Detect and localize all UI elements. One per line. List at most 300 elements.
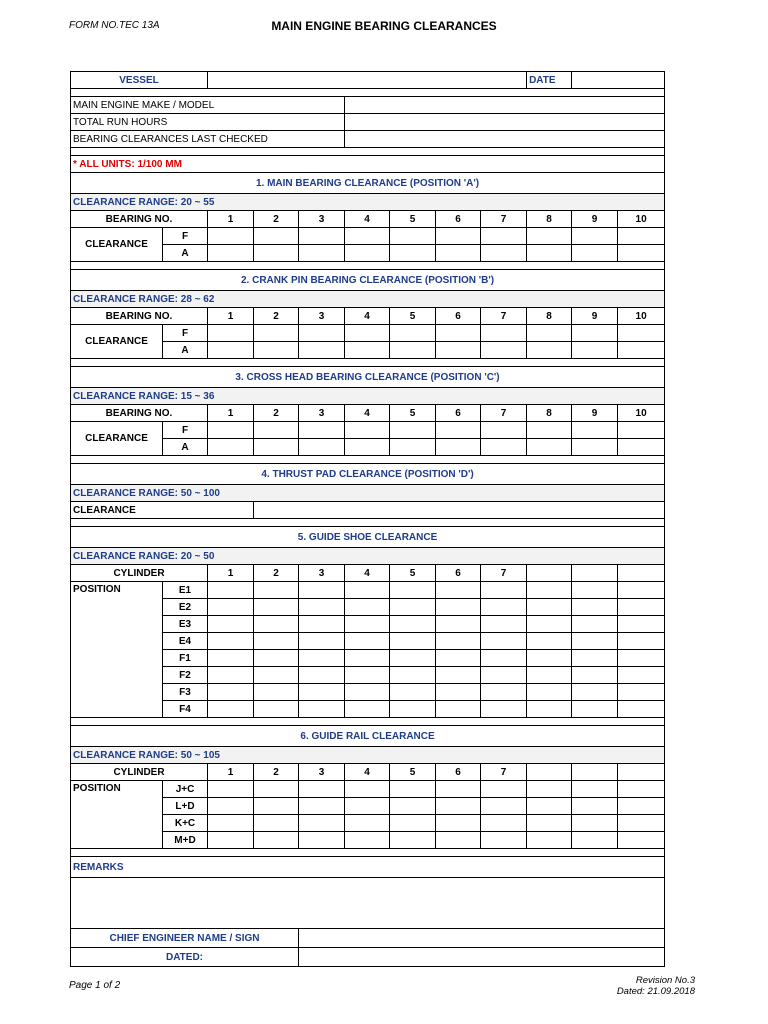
form-row xyxy=(71,485,665,502)
column-number: 9 xyxy=(572,405,618,422)
clearance-input[interactable] xyxy=(254,599,299,616)
clearance-label: CLEARANCE xyxy=(71,422,163,456)
clearance-input[interactable] xyxy=(390,616,436,633)
section-title: 3. CROSS HEAD BEARING CLEARANCE (POSITION 'C') xyxy=(71,367,665,388)
clearance-input[interactable] xyxy=(618,633,665,650)
clearance-input-a[interactable] xyxy=(254,439,299,456)
clearance-input-a[interactable] xyxy=(436,245,481,262)
clearance-input-a[interactable] xyxy=(618,439,665,456)
column-number: 9 xyxy=(572,308,618,325)
clearance-input[interactable] xyxy=(254,616,299,633)
clearance-input[interactable] xyxy=(299,684,345,701)
clearance-input-f[interactable] xyxy=(208,422,254,439)
spacer-row-cell xyxy=(71,718,665,726)
clearance-input[interactable] xyxy=(345,582,390,599)
clearance-input-f[interactable] xyxy=(572,228,618,245)
blank-cell xyxy=(618,764,665,781)
clearance-input-f[interactable] xyxy=(436,228,481,245)
clearance-input[interactable] xyxy=(208,633,254,650)
column-number: 1 xyxy=(208,211,254,228)
clearance-input[interactable] xyxy=(481,599,527,616)
revision-date: Dated: 21.09.2018 xyxy=(616,986,695,997)
page-title xyxy=(0,19,768,33)
column-number: 2 xyxy=(254,405,299,422)
column-number: 6 xyxy=(436,405,481,422)
chief-engineer-input[interactable] xyxy=(299,929,665,948)
clearance-input-a[interactable] xyxy=(572,245,618,262)
clearance-input-f[interactable] xyxy=(618,325,665,342)
clearance-range-label: CLEARANCE RANGE: 50 ~ 105 xyxy=(71,747,665,764)
clearance-input[interactable] xyxy=(345,701,390,718)
clearance-input-a[interactable] xyxy=(390,245,436,262)
clearance-input[interactable] xyxy=(481,684,527,701)
column-number: 7 xyxy=(481,308,527,325)
blank-cell xyxy=(618,565,665,582)
clearance-input-f[interactable] xyxy=(572,422,618,439)
clearance-input[interactable] xyxy=(527,633,572,650)
clearance-input[interactable] xyxy=(390,781,436,798)
remarks-input[interactable] xyxy=(71,878,665,929)
column-number: 7 xyxy=(481,565,527,582)
form-row xyxy=(71,565,665,582)
clearance-input-a[interactable] xyxy=(527,439,572,456)
clearance-label: CLEARANCE xyxy=(71,228,163,262)
column-number: 6 xyxy=(436,565,481,582)
clearance-input[interactable] xyxy=(345,815,390,832)
clearance-input[interactable] xyxy=(299,832,345,849)
clearance-input-f[interactable] xyxy=(345,325,390,342)
column-number: 1 xyxy=(208,764,254,781)
column-number: 4 xyxy=(345,308,390,325)
clearance-input[interactable] xyxy=(527,684,572,701)
cylinder-label: CYLINDER xyxy=(71,764,208,781)
clearance-input-a[interactable] xyxy=(345,245,390,262)
clearance-input-a[interactable] xyxy=(254,245,299,262)
clearance-input[interactable] xyxy=(436,815,481,832)
engine-make-label: MAIN ENGINE MAKE / MODEL xyxy=(71,97,345,114)
clearance-input[interactable] xyxy=(572,832,618,849)
clearance-input[interactable] xyxy=(618,599,665,616)
clearance-input[interactable] xyxy=(436,781,481,798)
column-number: 10 xyxy=(618,405,665,422)
clearance-input[interactable] xyxy=(254,684,299,701)
aft-label: A xyxy=(163,439,208,456)
clearance-input-a[interactable] xyxy=(390,439,436,456)
spacer-row-cell xyxy=(71,849,665,857)
clearance-input[interactable] xyxy=(481,616,527,633)
clearance-input-a[interactable] xyxy=(436,439,481,456)
clearance-input[interactable] xyxy=(481,815,527,832)
clearance-input-f[interactable] xyxy=(254,228,299,245)
clearance-input[interactable] xyxy=(254,667,299,684)
clearance-input[interactable] xyxy=(572,633,618,650)
clearance-range-label: CLEARANCE RANGE: 20 ~ 55 xyxy=(71,194,665,211)
clearance-input[interactable] xyxy=(481,798,527,815)
form-row xyxy=(71,582,665,599)
clearance-input[interactable] xyxy=(208,582,254,599)
clearance-input[interactable] xyxy=(345,684,390,701)
blank-cell xyxy=(572,764,618,781)
clearance-input-a[interactable] xyxy=(299,342,345,359)
clearance-input[interactable] xyxy=(572,667,618,684)
clearance-input-f[interactable] xyxy=(299,422,345,439)
clearance-input[interactable] xyxy=(299,616,345,633)
clearance-input-f[interactable] xyxy=(208,228,254,245)
units-note: * ALL UNITS: 1/100 MM xyxy=(71,156,665,173)
spacer-row-cell xyxy=(71,148,665,156)
clearance-input[interactable] xyxy=(208,684,254,701)
clearance-input-f[interactable] xyxy=(618,228,665,245)
form-row xyxy=(71,718,665,726)
clearance-input[interactable] xyxy=(299,667,345,684)
clearance-input[interactable] xyxy=(572,599,618,616)
clearance-input-f[interactable] xyxy=(527,422,572,439)
clearance-input[interactable] xyxy=(436,633,481,650)
column-number: 7 xyxy=(481,211,527,228)
clearance-input[interactable] xyxy=(254,781,299,798)
clearance-input-a[interactable] xyxy=(345,342,390,359)
clearance-form xyxy=(70,71,665,967)
form-row xyxy=(71,131,665,148)
clearance-input[interactable] xyxy=(390,650,436,667)
clearance-input-f[interactable] xyxy=(481,228,527,245)
clearance-input[interactable] xyxy=(390,582,436,599)
spacer-row-cell xyxy=(71,89,665,97)
clearance-input[interactable] xyxy=(390,701,436,718)
clearance-input[interactable] xyxy=(390,684,436,701)
column-number: 9 xyxy=(572,211,618,228)
form-row xyxy=(71,114,665,131)
form-row xyxy=(71,764,665,781)
clearance-input[interactable] xyxy=(208,667,254,684)
clearance-input-f[interactable] xyxy=(618,422,665,439)
revision-number: Revision No.3 xyxy=(635,975,695,986)
clearance-range-label: CLEARANCE RANGE: 15 ~ 36 xyxy=(71,388,665,405)
clearance-input[interactable] xyxy=(618,650,665,667)
clearance-input-a[interactable] xyxy=(527,342,572,359)
clearance-input[interactable] xyxy=(618,616,665,633)
clearance-input[interactable] xyxy=(618,832,665,849)
form-row xyxy=(71,211,665,228)
engine-make-input[interactable] xyxy=(345,97,665,114)
clearance-input-a[interactable] xyxy=(436,342,481,359)
column-number: 5 xyxy=(390,565,436,582)
dated-label: DATED: xyxy=(71,948,299,967)
column-number: 2 xyxy=(254,764,299,781)
clearance-input-f[interactable] xyxy=(390,325,436,342)
clearance-input[interactable] xyxy=(345,616,390,633)
clearance-input-f[interactable] xyxy=(208,325,254,342)
clearance-input[interactable] xyxy=(527,616,572,633)
clearance-input[interactable] xyxy=(299,781,345,798)
position-row-label: F4 xyxy=(163,701,208,718)
clearance-input-f[interactable] xyxy=(436,422,481,439)
clearance-input[interactable] xyxy=(254,650,299,667)
form-row xyxy=(71,367,665,388)
clearance-input[interactable] xyxy=(436,582,481,599)
clearance-input-a[interactable] xyxy=(208,439,254,456)
thrust-clearance-input[interactable] xyxy=(254,502,665,519)
clearance-input[interactable] xyxy=(572,701,618,718)
form-row xyxy=(71,857,665,878)
blank-cell xyxy=(527,764,572,781)
aft-label: A xyxy=(163,245,208,262)
column-number: 1 xyxy=(208,405,254,422)
clearance-input[interactable] xyxy=(618,684,665,701)
clearance-input[interactable] xyxy=(345,832,390,849)
clearance-input[interactable] xyxy=(390,667,436,684)
vessel-input[interactable] xyxy=(208,72,527,89)
clearance-input[interactable] xyxy=(208,701,254,718)
clearance-input-a[interactable] xyxy=(572,342,618,359)
clearance-input[interactable] xyxy=(618,701,665,718)
column-number: 8 xyxy=(527,308,572,325)
clearance-input[interactable] xyxy=(527,832,572,849)
column-number: 6 xyxy=(436,764,481,781)
clearance-input[interactable] xyxy=(299,599,345,616)
clearance-input[interactable] xyxy=(345,667,390,684)
clearance-input[interactable] xyxy=(527,599,572,616)
clearance-input[interactable] xyxy=(436,684,481,701)
date-input[interactable] xyxy=(572,72,665,89)
clearance-input[interactable] xyxy=(436,798,481,815)
clearance-input-f[interactable] xyxy=(299,325,345,342)
clearance-input[interactable] xyxy=(299,815,345,832)
bearing-no-label: BEARING NO. xyxy=(71,405,208,422)
clearance-input-a[interactable] xyxy=(481,245,527,262)
clearance-input[interactable] xyxy=(527,650,572,667)
clearance-input-f[interactable] xyxy=(390,228,436,245)
clearance-input-f[interactable] xyxy=(345,422,390,439)
clearance-input[interactable] xyxy=(436,616,481,633)
clearance-input[interactable] xyxy=(481,650,527,667)
clearance-input-a[interactable] xyxy=(527,245,572,262)
clearance-input[interactable] xyxy=(208,599,254,616)
clearance-input[interactable] xyxy=(254,582,299,599)
column-number: 4 xyxy=(345,405,390,422)
section-title: 4. THRUST PAD CLEARANCE (POSITION 'D') xyxy=(71,464,665,485)
fore-label: F xyxy=(163,422,208,439)
form-row xyxy=(71,97,665,114)
form-row xyxy=(71,519,665,527)
page-number: Page 1 of 2 xyxy=(69,980,121,991)
fore-label: F xyxy=(163,228,208,245)
clearance-input-a[interactable] xyxy=(481,342,527,359)
clearance-input[interactable] xyxy=(527,582,572,599)
clearance-input[interactable] xyxy=(618,781,665,798)
clearance-input[interactable] xyxy=(345,650,390,667)
position-row-label: E3 xyxy=(163,616,208,633)
clearance-input[interactable] xyxy=(299,582,345,599)
column-number: 3 xyxy=(299,308,345,325)
column-number: 5 xyxy=(390,764,436,781)
clearance-range-label: CLEARANCE RANGE: 50 ~ 100 xyxy=(71,485,665,502)
clearance-input[interactable] xyxy=(390,815,436,832)
clearance-input[interactable] xyxy=(345,798,390,815)
clearance-input[interactable] xyxy=(390,798,436,815)
clearance-input[interactable] xyxy=(208,815,254,832)
clearance-input[interactable] xyxy=(254,815,299,832)
clearance-input[interactable] xyxy=(572,616,618,633)
clearance-input[interactable] xyxy=(618,667,665,684)
clearance-input-f[interactable] xyxy=(572,325,618,342)
clearance-input[interactable] xyxy=(618,582,665,599)
clearance-input-f[interactable] xyxy=(299,228,345,245)
clearance-input[interactable] xyxy=(208,650,254,667)
clearance-input-a[interactable] xyxy=(618,342,665,359)
form-row xyxy=(71,878,665,929)
clearance-input[interactable] xyxy=(527,815,572,832)
clearance-input[interactable] xyxy=(436,701,481,718)
clearance-input[interactable] xyxy=(299,633,345,650)
clearance-range-label: CLEARANCE RANGE: 20 ~ 50 xyxy=(71,548,665,565)
revision-info xyxy=(617,975,695,997)
clearance-input-a[interactable] xyxy=(572,439,618,456)
clearance-input[interactable] xyxy=(345,633,390,650)
bearing-no-label: BEARING NO. xyxy=(71,308,208,325)
clearance-input[interactable] xyxy=(208,832,254,849)
clearance-input-f[interactable] xyxy=(481,325,527,342)
clearance-input[interactable] xyxy=(436,832,481,849)
column-number: 1 xyxy=(208,565,254,582)
clearance-input[interactable] xyxy=(208,781,254,798)
clearance-input[interactable] xyxy=(208,616,254,633)
clearance-input-a[interactable] xyxy=(254,342,299,359)
clearance-input[interactable] xyxy=(481,832,527,849)
vessel-label: VESSEL xyxy=(71,72,208,89)
form-row xyxy=(71,422,665,439)
column-number: 3 xyxy=(299,405,345,422)
clearance-input[interactable] xyxy=(527,667,572,684)
form-row xyxy=(71,173,665,194)
clearance-input[interactable] xyxy=(527,701,572,718)
clearance-input[interactable] xyxy=(299,798,345,815)
position-row-label: K+C xyxy=(163,815,208,832)
clearance-input[interactable] xyxy=(208,798,254,815)
clearance-input-a[interactable] xyxy=(299,245,345,262)
clearance-input[interactable] xyxy=(481,701,527,718)
column-number: 5 xyxy=(390,308,436,325)
position-row-label: F1 xyxy=(163,650,208,667)
position-row-label: M+D xyxy=(163,832,208,849)
clearance-input-f[interactable] xyxy=(527,325,572,342)
blank-cell xyxy=(527,565,572,582)
clearance-input[interactable] xyxy=(254,701,299,718)
spacer-row-cell xyxy=(71,456,665,464)
dated-input[interactable] xyxy=(299,948,665,967)
form-row xyxy=(71,948,665,967)
last-checked-input[interactable] xyxy=(345,131,665,148)
clearance-input-f[interactable] xyxy=(254,422,299,439)
aft-label: A xyxy=(163,342,208,359)
form-row xyxy=(71,228,665,245)
clearance-input[interactable] xyxy=(254,798,299,815)
chief-engineer-label: CHIEF ENGINEER NAME / SIGN xyxy=(71,929,299,948)
clearance-input[interactable] xyxy=(618,798,665,815)
clearance-input[interactable] xyxy=(527,781,572,798)
form-row xyxy=(71,291,665,308)
clearance-input[interactable] xyxy=(481,582,527,599)
run-hours-input[interactable] xyxy=(345,114,665,131)
clearance-input[interactable] xyxy=(254,832,299,849)
column-number: 3 xyxy=(299,211,345,228)
clearance-input-f[interactable] xyxy=(345,228,390,245)
section-title: 5. GUIDE SHOE CLEARANCE xyxy=(71,527,665,548)
clearance-input[interactable] xyxy=(572,582,618,599)
form-row xyxy=(71,726,665,747)
clearance-input[interactable] xyxy=(481,781,527,798)
column-number: 8 xyxy=(527,211,572,228)
clearance-input[interactable] xyxy=(345,599,390,616)
clearance-input[interactable] xyxy=(436,650,481,667)
clearance-input-a[interactable] xyxy=(299,439,345,456)
clearance-input[interactable] xyxy=(572,650,618,667)
form-row xyxy=(71,262,665,270)
clearance-input[interactable] xyxy=(618,815,665,832)
clearance-input[interactable] xyxy=(299,701,345,718)
form-number: FORM NO.TEC 13A xyxy=(69,20,160,31)
clearance-input[interactable] xyxy=(572,684,618,701)
clearance-input[interactable] xyxy=(390,599,436,616)
form-row xyxy=(71,849,665,857)
clearance-input-f[interactable] xyxy=(390,422,436,439)
clearance-input-f[interactable] xyxy=(436,325,481,342)
column-number: 8 xyxy=(527,405,572,422)
clearance-input[interactable] xyxy=(572,798,618,815)
column-number: 6 xyxy=(436,308,481,325)
form-row xyxy=(71,156,665,173)
clearance-input[interactable] xyxy=(436,667,481,684)
position-label: POSITION xyxy=(71,781,163,849)
clearance-input-f[interactable] xyxy=(254,325,299,342)
clearance-input[interactable] xyxy=(390,832,436,849)
clearance-input[interactable] xyxy=(481,667,527,684)
position-row-label: E2 xyxy=(163,599,208,616)
position-row-label: E4 xyxy=(163,633,208,650)
clearance-input[interactable] xyxy=(299,650,345,667)
clearance-input-f[interactable] xyxy=(481,422,527,439)
clearance-input[interactable] xyxy=(527,798,572,815)
column-number: 5 xyxy=(390,405,436,422)
clearance-input[interactable] xyxy=(345,781,390,798)
clearance-input-f[interactable] xyxy=(527,228,572,245)
clearance-input-a[interactable] xyxy=(390,342,436,359)
form-row xyxy=(71,929,665,948)
clearance-input-a[interactable] xyxy=(208,245,254,262)
clearance-input[interactable] xyxy=(436,599,481,616)
clearance-input-a[interactable] xyxy=(208,342,254,359)
clearance-range-label: CLEARANCE RANGE: 28 ~ 62 xyxy=(71,291,665,308)
clearance-input-a[interactable] xyxy=(345,439,390,456)
clearance-input[interactable] xyxy=(481,633,527,650)
clearance-input[interactable] xyxy=(572,781,618,798)
clearance-input-a[interactable] xyxy=(618,245,665,262)
clearance-input[interactable] xyxy=(390,633,436,650)
remarks-label: REMARKS xyxy=(71,857,665,878)
clearance-input[interactable] xyxy=(254,633,299,650)
form-row xyxy=(71,308,665,325)
clearance-input[interactable] xyxy=(572,815,618,832)
blank-cell xyxy=(572,565,618,582)
form-row xyxy=(71,548,665,565)
position-row-label: J+C xyxy=(163,781,208,798)
form-row xyxy=(71,388,665,405)
column-number: 1 xyxy=(208,308,254,325)
spacer-row-cell xyxy=(71,519,665,527)
column-number: 7 xyxy=(481,764,527,781)
form-row xyxy=(71,527,665,548)
clearance-input-a[interactable] xyxy=(481,439,527,456)
